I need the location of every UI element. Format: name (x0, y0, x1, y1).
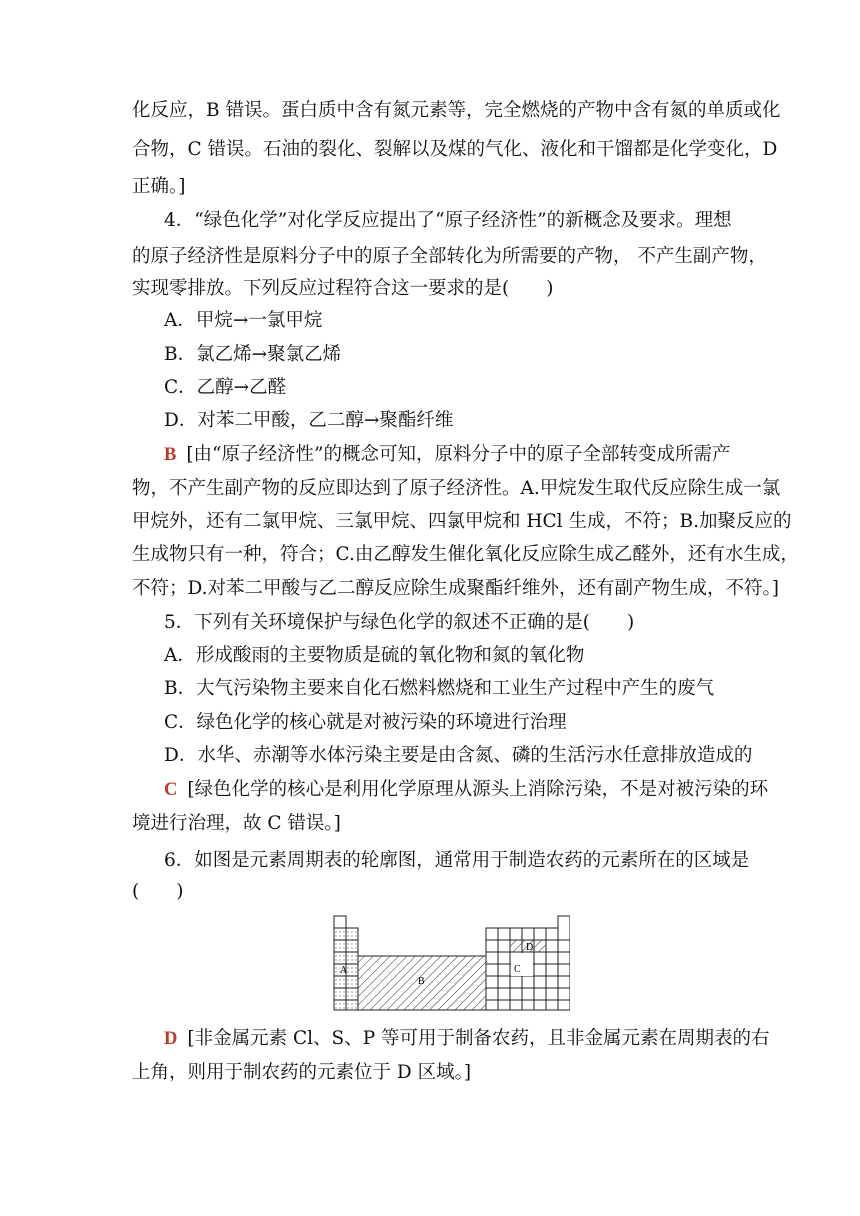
text-line: 甲烷外，还有二氯甲烷、三氯甲烷、四氯甲烷和 HCl 生成，不符；B.加聚反应的 (132, 511, 792, 532)
text-line: 正确。] (132, 176, 186, 197)
question-5-stem: 5．下列有关环境保护与绿色化学的叙述不正确的是( ) (164, 612, 635, 633)
answer-explanation (164, 1026, 770, 1052)
text-line: ( ) (132, 881, 184, 902)
periodic-table-outline-figure (330, 914, 570, 1012)
answer-letter: C (164, 780, 178, 800)
question-6-stem: 6．如图是元素周期表的轮廓图，通常用于制造农药的元素所在的区域是 (164, 850, 750, 871)
option-c: C．绿色化学的核心就是对被污染的环境进行治理 (164, 712, 567, 733)
region-label-d: D (526, 942, 534, 953)
option-a: A．甲烷→一氯甲烷 (164, 310, 323, 331)
text-line: 生成物只有一种，符合；C.由乙醇发生催化氧化反应除生成乙醛外，还有水生成， (132, 544, 799, 565)
option-b: B．大气污染物主要来自化石燃料燃烧和工业生产过程中产生的废气 (164, 678, 715, 699)
text-line: 不符；D.对苯二甲酸与乙二醇反应除生成聚酯纤维外，还有副产物生成，不符。] (132, 578, 780, 599)
answer-letter: D (164, 1029, 178, 1049)
text-line: 上角，则用于制农药的元素位于 D 区域。] (132, 1062, 472, 1083)
region-label-a: A (340, 965, 348, 976)
text-line: 化反应，B 错误。蛋白质中含有氮元素等，完全燃烧的产物中含有氮的单质或化 (132, 100, 781, 121)
text-line: 合物，C 错误。石油的裂化、裂解以及煤的气化、液化和干馏都是化学变化，D (132, 139, 778, 160)
explanation-text: [由“原子经济性”的概念可知，原料分子中的原子全部转变成所需产 (186, 444, 731, 465)
region-label-c: C (514, 964, 521, 975)
explanation-text: [非金属元素 Cl、S、P 等可用于制备农药，且非金属元素在周期表的右 (187, 1028, 770, 1049)
text-line: 的原子经济性是原料分子中的原子全部转化为所需要的产物， 不产生副产物， (132, 246, 767, 267)
answer-explanation (164, 777, 769, 803)
region-label-b: B (418, 976, 425, 987)
answer-explanation (164, 442, 764, 468)
option-d: D．对苯二甲酸，乙二醇→聚酯纤维 (164, 410, 454, 431)
question-4-stem: 4．“绿色化学”对化学反应提出了“原子经济性”的新概念及要求。理想 (164, 210, 732, 231)
option-c: C．乙醇→乙醛 (164, 377, 287, 398)
text-line: 物，不产生副产物的反应即达到了原子经济性。A.甲烷发生取代反应除生成一氯 (132, 478, 781, 499)
text-line: 实现零排放。下列反应过程符合这一要求的是( ) (132, 278, 554, 299)
option-a: A．形成酸雨的主要物质是硫的氧化物和氮的氧化物 (164, 645, 585, 666)
option-d: D．水华、赤潮等水体污染主要是由含氮、磷的生活污水任意排放造成的 (164, 745, 753, 766)
answer-letter: B (164, 445, 177, 465)
explanation-text: [绿色化学的核心是利用化学原理从源头上消除污染，不是对被污染的环 (187, 779, 769, 800)
option-b: B．氯乙烯→聚氯乙烯 (164, 344, 342, 365)
text-line: 境进行治理，故 C 错误。] (132, 813, 341, 834)
